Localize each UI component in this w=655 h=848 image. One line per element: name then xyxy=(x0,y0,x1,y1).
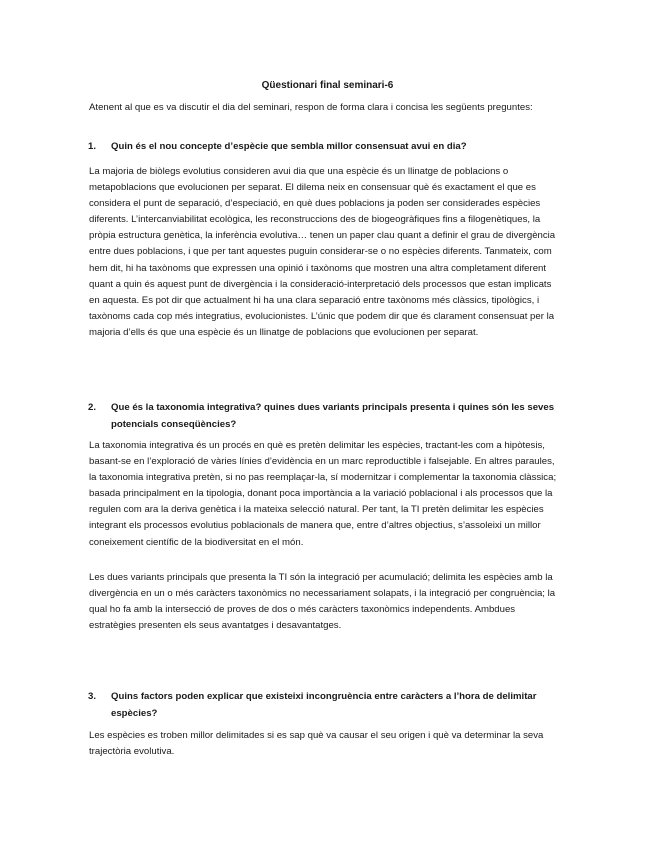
question-3-text: Quins factors poden explicar que existeixi incongruència entre caràcters a l’hora de delimitar espècies? xyxy=(111,691,537,719)
question-2-text: Que és la taxonomia integrativa? quines dues variants principals presenta i quines són les seves potencials conseqüències? xyxy=(111,402,555,430)
question-1-number: 1. xyxy=(88,141,97,152)
document-title: Qüestionari final seminari-6 xyxy=(261,80,394,91)
answer-2-paragraph-1: La taxonomia integrativa és un procés en què es pretèn delimitar les espècies, tractant-les com a hipòtesis, basant-se en l’exploració de vàries línies d’evidència en un marc reproductible i falsejable. En altres paraules, la taxonomia integrativa pretèn, si no pas reemplaçar-la, sí modernitzar i complementar la taxonomia clàssica; basada principalment en la tipologia, donant poca importància a la variació poblacional i als processos que la regulen com ara la deriva genètica i la mateixa selecció natural. Per tant, la TI pretèn delimitar les espècies integrant els processos evolutius poblacionals de manera que, entre d’altres objectius, s’assoleixi un millor coneixement científic de la biodiversitat en el món. xyxy=(89,440,557,548)
answer-2-paragraph-2: Les dues variants principals que presenta la TI són la integració per acumulació; delimita les espècies amb la divergència en un o més caràcters taxonòmics no necessariament solapats, i la integració per congruència; la qual ho fa amb la intersecció de proves de dos o més caràcters taxonòmics independents. Ambdues estratègies presenten els seus avantatges i desavantatges. xyxy=(89,572,556,632)
answer-3-paragraph-1: Les espècies es troben millor delimitades si es sap què va causar el seu origen i què va determinar la seva trajectòria evolutiva. xyxy=(89,730,544,758)
answer-1-paragraph-1: La majoria de biòlegs evolutius consideren avui dia que una espècie és un llinatge de poblacions o metapoblacions que evolucionen per separat. El dilema neix en consensuar què és exactament el que es considera el punt de separació, d’especiació, en què dues poblacions ja poden ser considerades espècies diferents. L’intercanviabilitat ecològica, les reconstruccions des de biogeogràfiques fins a filogenètiques, la pròpia estructura genètica, la inferència evolutiva… tenen un paper clau quant a definir el grau de divergència entre dues poblacions, i que per tant aquestes puguin considerar-se o no espècies diferents. Tanmateix, com hem dit, hi ha taxònoms que expressen una opinió i taxònoms que mostren una altra completament diferent quant a quin és aquest punt de divergència i la consideració-interpretació dels processos que estan implicats en aquesta. Es pot dir que actualment hi ha una clara separació entre taxònoms més clàssics, tipològics, i taxònoms cada cop més integratius, evolucionistes. L’únic que podem dir que és clarament consensuat per la majoria d’ells és que una espècie és un llinatge de poblacions que evolucionen per separat. xyxy=(89,166,556,338)
intro-paragraph: Atenent al que es va discutir el dia del seminari, respon de forma clara i concisa les següents preguntes: xyxy=(89,102,533,113)
question-3-number: 3. xyxy=(88,691,97,702)
question-1 xyxy=(88,139,561,156)
question-2 xyxy=(88,400,561,433)
question-1-text: Quin és el nou concepte d’espècie que sembla millor consensuat avui en dia? xyxy=(111,141,467,152)
question-2-number: 2. xyxy=(88,402,97,413)
question-3 xyxy=(88,689,561,722)
